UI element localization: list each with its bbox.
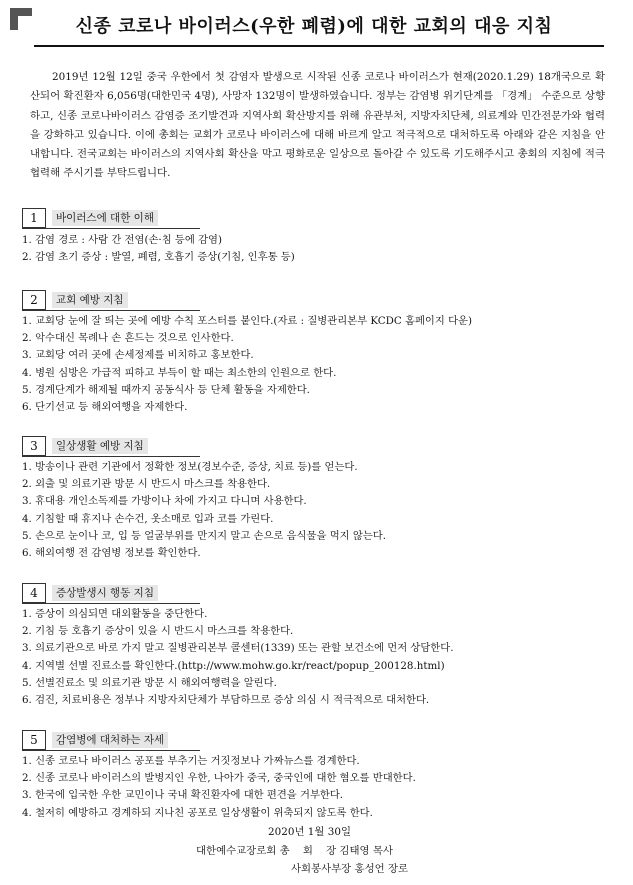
- list-item: 6. 검진, 치료비용은 정부나 지방자치단체가 부담하므로 증상 의심 시 적극적으로 대처한다.: [22, 694, 430, 707]
- section-5-title: 감염병에 대처하는 자세: [52, 732, 168, 748]
- document-title: 신종 코로나 바이러스(우한 폐렴)에 대한 교회의 대응 지침: [75, 16, 553, 37]
- list-item: 4. 병원 심방은 가급적 피하고 부득이 할 때는 최소한의 인원으로 한다.: [22, 366, 337, 379]
- list-item: 3. 교회당 여러 곳에 손세정제를 비치하고 홍보한다.: [22, 349, 254, 362]
- list-item: 1. 방송이나 관련 기관에서 정확한 정보(경보수준, 증상, 치료 등)를 얻는다.: [22, 461, 358, 473]
- section-1-list: [22, 232, 295, 266]
- list-item: 2. 감염 초기 증상 : 발열, 폐렴, 호흡기 증상(기침, 인후통 등): [22, 251, 295, 264]
- list-item: 1. 증상이 의심되면 대외활동을 중단한다.: [22, 608, 208, 620]
- list-item: 2. 외출 및 의료기관 방문 시 반드시 마스크를 착용한다.: [22, 478, 271, 491]
- corner-mark: [10, 8, 32, 30]
- section-4-underline: [22, 603, 200, 604]
- section-5-number: 5: [22, 730, 46, 750]
- list-item: 5. 경계단계가 해제될 때까지 공동식사 등 단체 활동을 자제한다.: [22, 383, 310, 396]
- list-item: 3. 휴대용 개인소독제를 가방이나 차에 가지고 다니며 사용한다.: [22, 495, 307, 508]
- list-item: 2. 신종 코로나 바이러스의 발병지인 우한, 나아가 중국, 중국인에 대한 혐오를 반대한다.: [22, 772, 416, 785]
- section-3-title: 일상생활 예방 지침: [52, 438, 148, 454]
- list-item: 3. 의료기관으로 바로 가지 말고 질병관리본부 콜센터(1339) 또는 관할 보건소에 먼저 상담한다.: [22, 642, 454, 655]
- section-4-number: 4: [22, 583, 46, 603]
- title-underline: [34, 45, 604, 47]
- section-5-underline: [22, 750, 200, 751]
- signature-date: 2020년 1월 30일: [268, 826, 351, 838]
- section-2-list: [22, 313, 472, 416]
- section-4-header: [22, 583, 222, 605]
- list-item: 5. 선별진료소 및 의료기관 방문 시 해외여행력을 알린다.: [22, 676, 277, 689]
- section-2-header: [22, 290, 222, 312]
- list-item: 2. 악수대신 목례나 손 흔드는 것으로 인사한다.: [22, 332, 234, 345]
- section-2-number: 2: [22, 290, 46, 310]
- list-item: 4. 기침할 때 휴지나 손수건, 옷소매로 입과 코를 가린다.: [22, 512, 274, 525]
- signature-line-1: 대한예수교장로회 총 회 장 김태영 목사: [196, 845, 393, 857]
- section-1-title: 바이러스에 대한 이해: [52, 210, 158, 226]
- list-item: 5. 손으로 눈이나 코, 입 등 얼굴부위를 만지지 말고 손으로 음식물을 먹지 않는다.: [22, 529, 386, 542]
- section-3-header: [22, 436, 222, 458]
- section-3-underline: [22, 456, 200, 457]
- section-2-underline: [22, 310, 200, 311]
- list-item: 6. 단기선교 등 해외여행을 자제한다.: [22, 401, 188, 414]
- list-item: 1. 신종 코로나 바이러스 공포를 부추기는 거짓정보나 가짜뉴스를 경계한다.: [22, 755, 360, 767]
- section-4-title: 증상발생시 행동 지침: [52, 585, 158, 601]
- section-5-list: [22, 753, 416, 822]
- intro-paragraph: 2019년 12월 12일 중국 우한에서 첫 감염자 발생으로 시작된 신종 코로나 바이러스가 현재(2020.1.29) 18개국으로 확산되어 확진환자 6,056명(대한민국 4명), 사망자 132명이 발생하였습니다. 정부는 감염병 위기단계를 「경계」 수준으로 상향하고, 신종 코로나바이러스 감염증 조기발견과 지역사회 확산방지를 위해 유관부처, 지방자치단체, 의료계와 민간전문가와 협력을 강화하고 있습니다. 이에 총회는 교회가 코로나 바이러스에 대해 바르게 알고 적극적으로 대처하도록 아래와 같은 지침을 안내합니다. 전국교회는 바이러스의 지역사회 확산을 막고 평화로운 일상으로 돌아갈 수 있도록 기도해주시고 총회의 지침에 적극 협력해 주시기를 부탁드립니다.: [30, 71, 605, 180]
- list-item: 4. 지역별 선별 진료소를 확인한다.(http://www.mohw.go.kr/react/popup_200128.html): [22, 659, 445, 672]
- signature-line-2: 사회봉사부장 홍성언 장로: [291, 863, 409, 875]
- section-1-header: [22, 208, 222, 230]
- list-item: 4. 철저히 예방하고 경계하되 지나친 공포로 일상생활이 위축되지 않도록 한다.: [22, 806, 373, 819]
- list-item: 6. 해외여행 전 감염병 정보를 확인한다.: [22, 547, 201, 560]
- list-item: 1. 감염 경로 : 사람 간 전염(손·침 등에 감염): [22, 234, 222, 246]
- list-item: 1. 교회당 눈에 잘 띄는 곳에 예방 수칙 포스터를 붙인다.(자료 : 질병관리본부 KCDC 홈페이지 다운): [22, 315, 472, 327]
- section-2-title: 교회 예방 지침: [52, 292, 128, 308]
- section-4-list: [22, 606, 453, 709]
- list-item: 3. 한국에 입국한 우한 교민이나 국내 확진환자에 대한 편견을 거부한다.: [22, 789, 344, 802]
- section-3-number: 3: [22, 436, 46, 456]
- section-3-list: [22, 459, 386, 562]
- section-1-number: 1: [22, 208, 46, 228]
- list-item: 2. 기침 등 호흡기 증상이 있을 시 반드시 마스크를 착용한다.: [22, 625, 294, 638]
- section-1-underline: [22, 228, 200, 229]
- section-5-header: [22, 730, 222, 752]
